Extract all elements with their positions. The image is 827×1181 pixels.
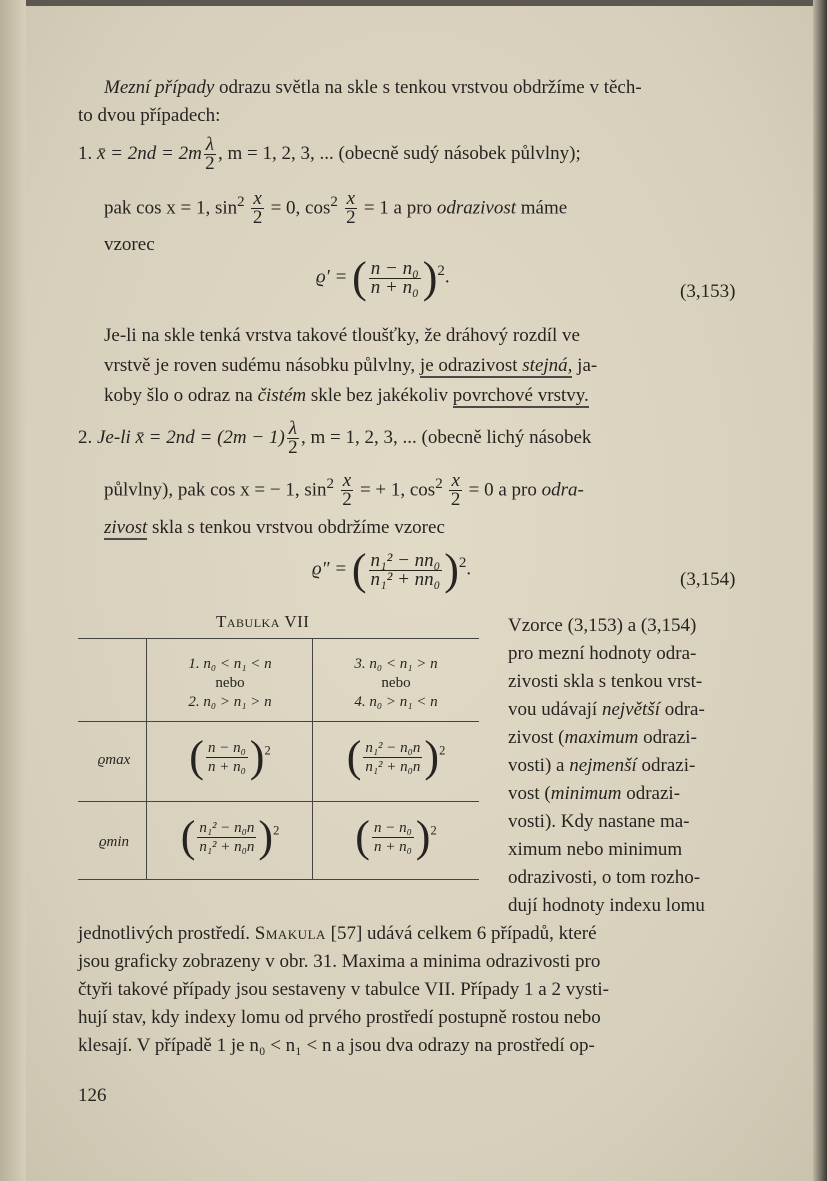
page-number: 126: [78, 1085, 107, 1106]
maximum-italic: maximum: [564, 727, 639, 748]
cell-min-case34: ( $\frac{\text{n − n₀}}{\text{n + n₀}}$ )$^2$: [355, 812, 437, 861]
underlined-phrase: [420, 355, 573, 378]
cell-den: n + n₀: [373, 838, 412, 855]
case1-two: 2: [205, 153, 215, 174]
cell-den: n + n₀: [207, 758, 246, 775]
para1-2b: je odrazivost: [419, 355, 523, 376]
case2-number: 2.: [78, 426, 93, 448]
side-line-5: [508, 726, 697, 750]
formula-exp: 2: [458, 555, 467, 572]
table-caption: Tabulka VII: [216, 612, 310, 631]
cell-den: n₁² + n₀n: [199, 838, 255, 855]
bottom-1a: jednotlivých prostředí.: [78, 923, 255, 944]
col1-line1: 1. n₀ < n₁ < n: [188, 656, 272, 672]
intro-line-1-rest: odrazu světla na skle s tenkou vrstvou obdržíme v těch-: [214, 77, 642, 98]
formula-tag-154: (3,154): [680, 569, 736, 590]
row-label-max: ϱmax: [97, 752, 131, 768]
side-5a: zivost (: [508, 727, 565, 748]
formula-den: n + n₀: [370, 276, 419, 298]
frac-x: x: [451, 470, 460, 492]
side-line-11: dují hodnoty indexu lomu: [508, 895, 705, 916]
case2-l3-rest: skla s tenkou vrstvou obdržíme vzorec: [147, 517, 445, 538]
eq-plus1: = + 1, cos: [355, 479, 436, 501]
side-line-8: vosti). Kdy nastane ma-: [508, 811, 690, 832]
eq1: = 1 a pro: [359, 197, 437, 219]
cell-max-case34: ( $\frac{\text{n₁² − n₀n}}{\text{n₁² + n₀n}}$ )$^2$: [346, 732, 446, 781]
sup: 2: [435, 476, 443, 492]
cell-exp: 2: [430, 823, 437, 838]
zivost-italic: zivost: [104, 517, 148, 538]
bottom-line-2: jsou graficky zobrazeny v obr. 31. Maxima a minima odrazivosti pro: [78, 951, 601, 972]
col2-line3: 4. n₀ > n₁ < n: [354, 694, 438, 710]
side-4b: odra-: [659, 699, 705, 720]
para1-3a: koby šlo o odraz na: [104, 385, 258, 406]
side-6a: vosti) a: [508, 755, 570, 776]
para1-line-3: [104, 384, 589, 408]
cell-den: n₁² + n₀n: [365, 758, 421, 775]
formula-den: n₁² + nn₀: [370, 568, 441, 590]
side-line-1: Vzorce (3,153) a (3,154): [508, 615, 697, 636]
case2-lead: Je-li x̄ = 2nd = (2m − 1): [97, 426, 285, 448]
para1-2c: ja-: [572, 355, 598, 376]
formula-num: n₁² − nn₀: [370, 549, 441, 571]
bottom-line-3: čtyři takové případy jsou sestaveny v tabulce VII. Případy 1 a 2 vysti-: [78, 979, 609, 1000]
cell-exp: 2: [273, 823, 280, 838]
side-6b: odrazi-: [636, 755, 696, 776]
table-divider: [78, 721, 479, 722]
table-divider: [312, 639, 313, 879]
case2-rest: , m = 1, 2, 3, ... (obecně lichý násobek: [301, 426, 592, 448]
nejmensi-italic: nejmenší: [569, 755, 637, 776]
frac-2: 2: [342, 489, 352, 511]
bottom-1b: [57] udává celkem 6 případů, které: [325, 923, 597, 944]
side-line-6: [508, 754, 695, 778]
case2-lambda: λ: [288, 418, 298, 439]
table-header-col1: [148, 655, 312, 712]
page-top-edge: [0, 0, 827, 6]
eq0: = 0, cos: [265, 197, 331, 219]
case1-equation: x̄ = 2nd = 2m: [97, 142, 202, 164]
case1-lambda: λ: [205, 134, 215, 155]
side-line-2: pro mezní hodnoty odra-: [508, 643, 697, 664]
cell-num: n₁² − n₀n: [365, 739, 421, 756]
formula-num: n − n₀: [370, 257, 419, 279]
formula-lhs: ϱ′ =: [316, 266, 348, 288]
smakula-author: Smakula: [254, 923, 326, 944]
case1-pak: pak cos x = 1, sin: [104, 197, 238, 219]
side-line-9: ximum nebo minimum: [508, 839, 683, 860]
mame: máme: [516, 197, 568, 219]
sup: 2: [237, 194, 245, 210]
case2-two: 2: [288, 437, 298, 458]
frac-x: x: [342, 470, 352, 492]
intro-italic: Mezní případy: [104, 77, 215, 98]
frac-2: 2: [252, 207, 263, 229]
cell-num: n − n₀: [373, 819, 412, 836]
table-header-col2: [314, 655, 478, 712]
side-7a: vost (: [508, 783, 551, 804]
sup: 2: [326, 476, 334, 492]
page-left-shadow: [0, 0, 26, 1181]
formula-3-154: ϱ″ = ( $\frac{\text{n₁² − nn₀}}{\text{n₁² + nn₀}}$ )$^2$.: [312, 545, 472, 594]
cell-num: n₁² − n₀n: [199, 819, 255, 836]
cell-min-case12: ( $\frac{\text{n₁² − n₀n}}{\text{n₁² + n₀n}}$ )$^2$: [180, 812, 280, 861]
col2-line2: nebo: [381, 675, 411, 691]
nejvetsi-italic: největší: [601, 699, 660, 720]
para1-3c: povrchové vrstvy.: [452, 385, 589, 406]
para1-line-1: Je-li na skle tenká vrstva takové tloušťky, že dráhový rozdíl ve: [104, 325, 580, 346]
cell-exp: 2: [264, 743, 271, 758]
intro-line-2: to dvou případech:: [78, 105, 221, 126]
bottom-line-1: [78, 922, 597, 946]
side-line-3: zivosti skla s tenkou vrst-: [508, 671, 703, 692]
side-4a: vou udávají: [508, 699, 602, 720]
frac-2: 2: [450, 489, 461, 511]
odra-italic: odra-: [541, 479, 584, 501]
col1-line2: nebo: [215, 675, 245, 691]
stejna-italic: stejná,: [522, 355, 573, 376]
formula-exp: 2: [437, 263, 445, 280]
case2-line-2: [104, 472, 584, 509]
case2-l2-lead: půlvlny), pak cos x = − 1, sin: [104, 479, 327, 501]
case2-line-1: [78, 420, 591, 457]
para1-2a: vrstvě je roven sudému násobku půlvlny,: [104, 355, 420, 376]
col1-line3: 2. n₀ > n₁ > n: [188, 694, 272, 710]
case2-line-3: [104, 516, 445, 540]
para1-3b: skle bez jakékoliv: [306, 385, 453, 406]
formula-tag-153: (3,153): [680, 281, 736, 302]
side-line-10: odrazivosti, o tom rozho-: [508, 867, 701, 888]
frac-2: 2: [346, 207, 356, 229]
case1-vzorec: vzorec: [104, 234, 155, 255]
case1-number: 1.: [78, 142, 93, 164]
table-divider: [146, 639, 147, 879]
eq0: = 0 a pro: [463, 479, 542, 501]
bottom-line-5: klesají. V případě 1 je n₀ < n₁ < n a jsou dva odrazy na prostředí op-: [78, 1035, 595, 1056]
odrazivost-italic: odrazivost: [436, 197, 516, 219]
frac-x: x: [346, 188, 356, 210]
row-label-min: ϱmin: [98, 834, 130, 850]
case1-rest: , m = 1, 2, 3, ... (obecně sudý násobek půlvlny);: [218, 142, 581, 164]
side-7b: odrazi-: [621, 783, 681, 804]
cistem-italic: čistém: [257, 385, 307, 406]
frac-x: x: [253, 188, 262, 210]
case1-line-1: [78, 136, 581, 173]
cell-num: n − n₀: [207, 739, 246, 756]
cell-exp: 2: [439, 743, 446, 758]
cell-max-case12: ( $\frac{\text{n − n₀}}{\text{n + n₀}}$ )$^2$: [189, 732, 271, 781]
bottom-line-4: hují stav, kdy indexy lomu od prvého prostředí postupně rostou nebo: [78, 1007, 601, 1028]
table-divider: [78, 801, 479, 802]
formula-3-153: ϱ′ = ( $\frac{\text{n − n₀}}{\text{n + n₀}}$ )$^2$.: [316, 253, 450, 302]
page-right-shadow: [813, 0, 827, 1181]
intro-line-1: [104, 76, 642, 100]
sup: 2: [330, 194, 338, 210]
table-vii: [78, 638, 479, 880]
side-line-4: [508, 698, 705, 722]
minimum-italic: minimum: [550, 783, 622, 804]
para1-line-2: [104, 354, 597, 378]
col2-line1: 3. n₀ < n₁ > n: [354, 656, 438, 672]
case1-line-2: [104, 190, 567, 227]
side-line-7: [508, 782, 680, 806]
formula-lhs: ϱ″ =: [312, 558, 348, 580]
side-5b: odrazi-: [638, 727, 697, 748]
